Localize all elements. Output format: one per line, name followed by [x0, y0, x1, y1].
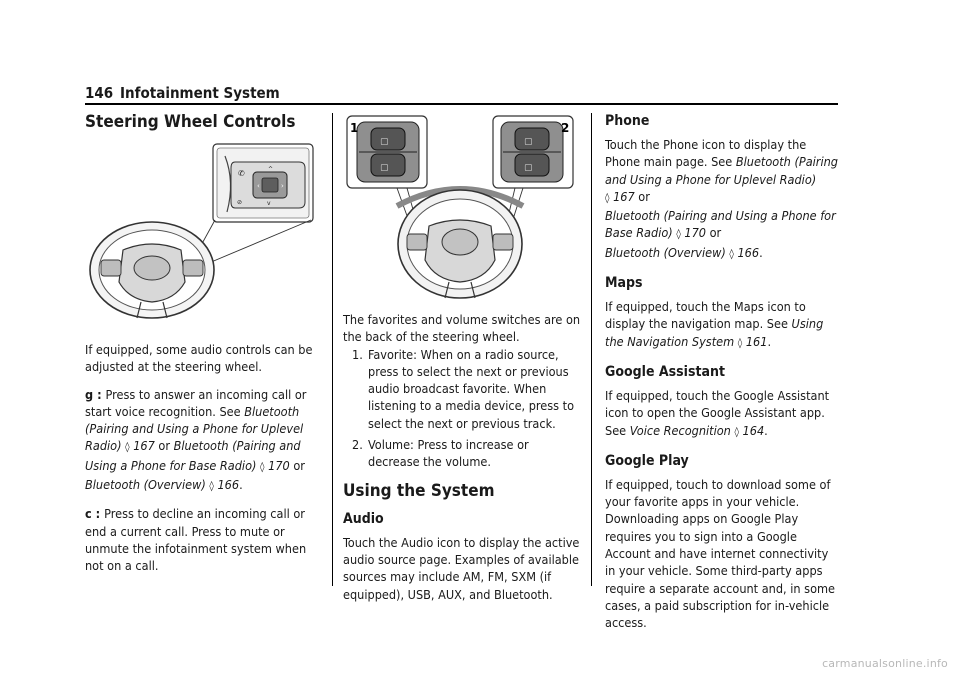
switches-intro: The favorites and volume switches are on the back of the steering wheel. [343, 312, 581, 345]
link-bluetooth-overview[interactable]: Bluetooth (Overview) [605, 244, 726, 260]
column-3-body [605, 112, 840, 632]
back-of-wheel-switches-illustration [345, 114, 575, 302]
inset-phone-icon: ✆ [238, 169, 245, 178]
google-play-paragraph: If equipped, touch to download some of your favorite apps in your vehicle. Downloading apps on Google Play requires you to sign into a Google Account and have internet connectivity in your vehicle. Some third-party apps require a separate account and, in some cases, a paid subscription for in-vehicle access. [605, 476, 836, 631]
svg-text:▢: ▢ [524, 137, 533, 147]
page-ref-arrow-icon: ◊ [125, 442, 130, 454]
assistant-paragraph: If equipped, touch the Google Assistant icon to open the Google Assistant app. See Voice Recognition ◊ 164. [605, 387, 830, 438]
maps-paragraph: If equipped, touch the Maps icon to display the navigation map. See Using the Navigation System ◊ 161. [605, 299, 824, 349]
subsection-title-phone: Phone [605, 113, 650, 129]
page-ref-arrow-icon: ◊ [260, 461, 265, 473]
svg-text:^: ^ [268, 166, 274, 173]
svg-text:‹: ‹ [257, 182, 260, 190]
subsection-title-audio: Audio [343, 510, 384, 527]
answer-call-icon: g [85, 386, 94, 402]
column-1 [85, 112, 325, 132]
right-spoke-controls [183, 260, 203, 276]
subsection-title-google-assistant: Google Assistant [605, 363, 725, 380]
phone-paragraph: Touch the Phone icon to display the Phone main page. See Bluetooth (Pairing and Using a Phone for Uplevel Radio) ◊ 167 or Bluetooth (Pairing and Using a Phone for Base Radio) ◊ 170 or Bluetooth (Overview) ◊ 166. [605, 137, 838, 260]
link-bluetooth-uplevel[interactable]: Bluetooth (Pairing and Using a Phone for Uplevel Radio) [605, 154, 838, 187]
section-title-steering-wheel-controls: Steering Wheel Controls [85, 112, 296, 132]
list-item: 2. Volume: Press to increase or decrease the volume. [352, 437, 529, 470]
page-ref[interactable]: 167 [133, 438, 155, 454]
section-title-using-the-system: Using the System [343, 480, 495, 501]
figure-label-2: 2 [561, 121, 570, 135]
answer-call-paragraph: g : Press to answer an incoming call or start voice recognition. See Bluetooth (Pairing and Using a Phone for Uplevel Radio) ◊ 167 or Bluetooth (Pairing and Using a Phone for Base Radio) ◊ 170 or Bluetooth (Overview) ◊ 166. [85, 386, 307, 493]
svg-text:v: v [267, 200, 271, 207]
link-navigation-system[interactable]: Using the Navigation System [605, 316, 824, 349]
svg-text:▢: ▢ [524, 163, 533, 173]
page-ref-arrow-icon: ◊ [605, 192, 610, 204]
link-bluetooth-overview[interactable]: Bluetooth (Overview) [85, 477, 206, 493]
switch-list [343, 346, 583, 471]
steering-wheel-controls-illustration [85, 142, 320, 322]
inset-mute-icon: ⊘ [237, 199, 243, 206]
page-ref-arrow-icon: ◊ [737, 337, 743, 349]
page-ref[interactable]: 164 [742, 422, 765, 438]
audio-paragraph: Touch the Audio icon to display the active audio source page. Examples of available sources may include AM, FM, SXM (if equipped), USB, AUX, and Bluetooth. [343, 534, 580, 602]
column-divider-left [332, 113, 333, 586]
intro-paragraph: If equipped, some audio controls can be adjusted at the steering wheel. [85, 342, 313, 375]
page-ref[interactable]: 166 [217, 477, 240, 493]
running-header-title: Infotainment System [120, 84, 280, 102]
page-ref-arrow-icon: ◊ [676, 229, 681, 241]
column-1-body [85, 341, 325, 575]
page-ref[interactable]: 170 [268, 457, 290, 473]
page-number: 146 [85, 84, 114, 102]
link-bluetooth-base[interactable]: Bluetooth (Pairing and Using a Phone for Base Radio) [85, 438, 301, 473]
page-ref-arrow-icon: ◊ [209, 481, 214, 493]
figure-label-1: 1 [350, 121, 359, 135]
list-item: 1. Favorite: When on a radio source, press to select the next or previous audio broadcast favorite. When listening to a media device, press to select the next or previous track. [352, 346, 575, 431]
page-ref-arrow-icon: ◊ [734, 426, 739, 438]
page-ref[interactable]: 167 [613, 188, 635, 204]
watermark-text: carmanualsonline.info [822, 657, 948, 670]
subsection-title-google-play: Google Play [605, 452, 689, 469]
left-spoke-controls [101, 260, 121, 276]
link-bluetooth-base[interactable]: Bluetooth (Pairing and Using a Phone for Base Radio) [605, 208, 836, 241]
link-bluetooth-uplevel[interactable]: Bluetooth (Pairing and Using a Phone for Uplevel Radio) [85, 403, 304, 454]
subsection-title-maps: Maps [605, 275, 643, 292]
decline-call-icon: c [85, 506, 92, 522]
page-ref[interactable]: 166 [737, 244, 760, 260]
page-ref-arrow-icon: ◊ [729, 248, 734, 260]
page-ref[interactable]: 161 [745, 333, 768, 349]
page-ref[interactable]: 170 [684, 225, 706, 241]
column-divider-right [591, 113, 592, 586]
svg-text:▢: ▢ [380, 137, 389, 147]
svg-text:›: › [281, 182, 284, 190]
link-voice-recognition[interactable]: Voice Recognition [629, 422, 731, 438]
header-rule [85, 103, 838, 105]
column-2-body [343, 311, 583, 603]
decline-call-paragraph: c : Press to decline an incoming call or end a current call. Press to mute or unmute the infotainment system when not on a call. [85, 506, 307, 574]
svg-text:▢: ▢ [380, 163, 389, 173]
